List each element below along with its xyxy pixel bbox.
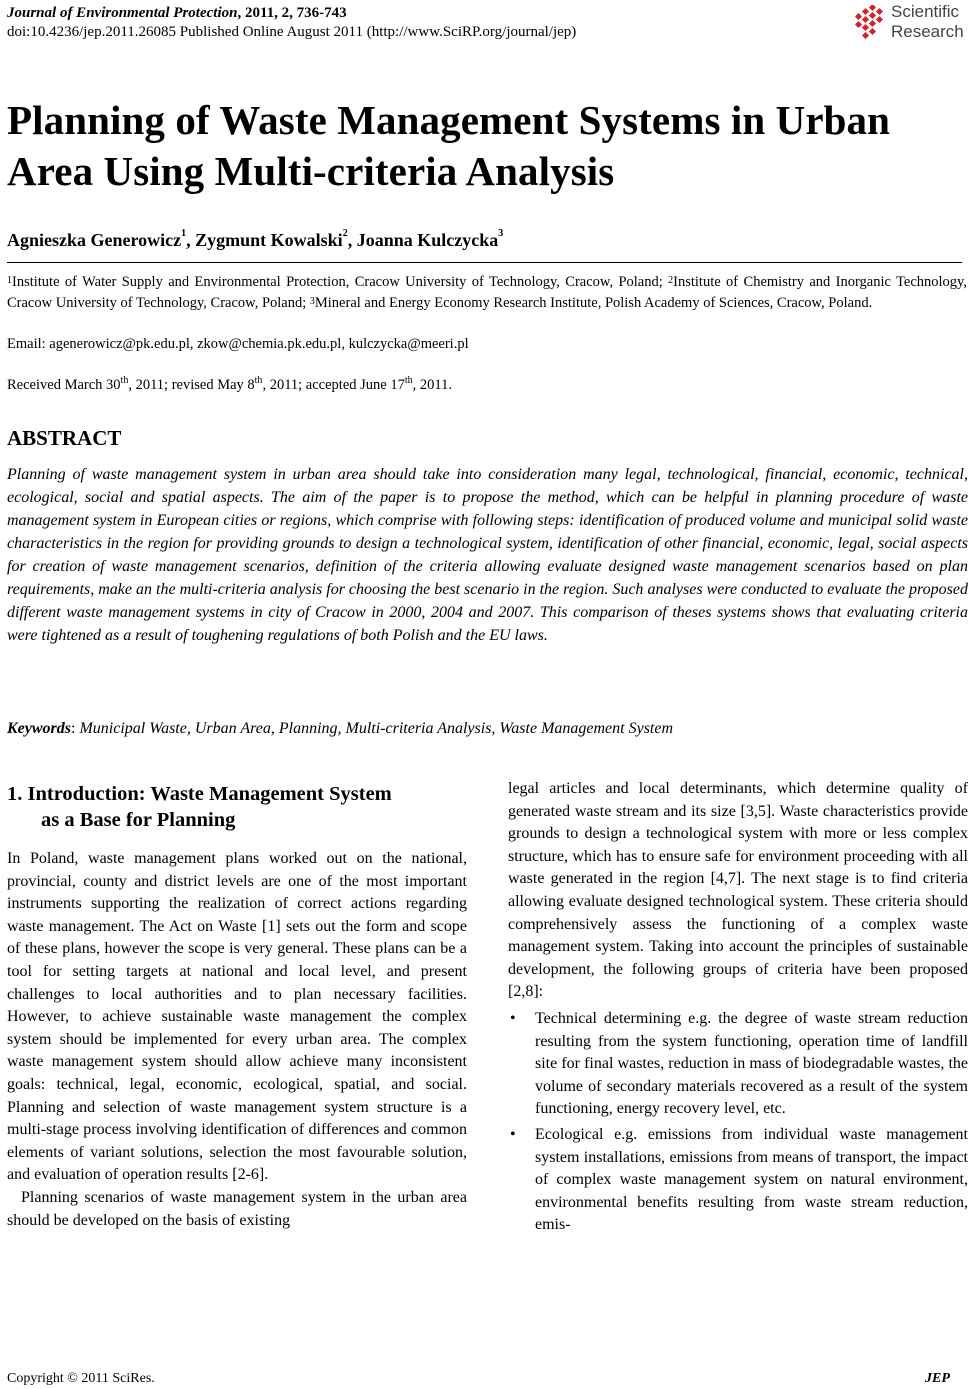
title-line-2: Area Using Multi-criteria Analysis [7,148,615,194]
keywords-line: Keywords: Municipal Waste, Urban Area, Planning, Multi-criteria Analysis, Waste Management System [7,720,674,737]
received-dates [7,377,452,394]
year-text: , 2011. [412,377,452,393]
section-heading [7,781,477,833]
bullet-icon: • [510,1009,516,1027]
title-line-1: Planning of Waste Management Systems in Urban [7,97,891,143]
paragraph: In Poland, waste management plans worked out on the national, provincial, county and district levels are one of the most important instruments supporting the realization of correct actions regarding waste management. The Act on Waste [1] sets out the form and scope of these plans, however the scope is very general. These plans can be a tool for setting targets at national and local level, and present challenges to local authorities and to plan necessary facilities. However, to achieve sustainable waste management the complex system should be implemented for every urban area. The complex waste management system should allow achieve many inconsistent goals: technical, legal, economic, ecological, spatial, and social. Planning and selection of waste management system structure is a multi-stage process involving identification of differences and common elements of variant solutions, selection the most favourable solution, and evaluation of operation results [2-6]. [7,850,467,1184]
keywords-label: Keywords [7,720,71,737]
list-item-text: Technical determining e.g. the degree of waste stream reduction resulting from the system functioning, operation time of landfill site for final wastes, reduction in mass of biodegradable wastes, the volume of secondary materials recovered as a result of the system functioning, energy recovery level, etc. [535,1009,968,1118]
received-text: Received March 30 [7,377,121,393]
affiliation-mark: 2 [668,275,674,286]
list-item-text: Ecological e.g. emissions from individual waste management system installations, emissions from means of transport, the impact of complex waste management system on natural environment, environmental benefits resulting from waste stream reduction, emis- [535,1125,968,1234]
section-heading-line-1: 1. Introduction: Waste Management System [7,783,392,805]
publisher-logo [854,2,969,44]
author-separator: , [186,230,196,250]
author-separator: , [347,230,357,250]
journal-name: Journal of Environmental Protection [7,5,238,21]
journal-header [7,4,347,23]
author-list [7,230,503,251]
accepted-text: , 2011; accepted June 17 [262,377,405,393]
author-affiliation-mark: 3 [498,228,504,239]
logo-text-line1: Scientific [891,2,960,21]
author-affiliation-mark: 2 [342,228,348,239]
logo-text-line2: Research [891,22,964,41]
author-name: Joanna Kulczycka [356,230,499,250]
affiliation-text: Institute of Chemistry and Inorganic Technology, Cracow University of Technology, Cracow, Poland; [7,274,967,311]
journal-details: , 2011, 2, 736-743 [237,5,347,21]
abstract-text: Planning of waste management system in urban area should take into consideration many legal, technological, financial, economic, technical, ecological, social and spatial aspects. The aim of the paper is to propose the method, which can be helpful in planning procedure of waste management system in European cities or regions, which comprise with following steps: identification of produced volume and municipal solid waste characteristics in the region for providing grounds to design a technological system, identification of other financial, economic, legal, social aspects for creation of waste management scenarios, definition of the criteria allowing evaluate designed waste management scenarios based on plan requirements, make an the multi-criteria analysis for choosing the best scenario in the region. Such analyses were conducted to evaluate the proposed different waste management systems in city of Cracow in 2000, 2004 and 2007. This comparison of theses systems shows that evaluating criteria were tightened as a result of toughening regulations of both Polish and the EU laws. [7,466,968,644]
keywords-text: Municipal Waste, Urban Area, Planning, Multi-criteria Analysis, Waste Management System [79,720,674,737]
affiliation-mark: 1 [7,275,12,286]
scientific-research-logo-icon [854,5,888,39]
email-line: Email: agenerowicz@pk.edu.pl, zkow@chemia.pk.edu.pl, kulczycka@meeri.pl [7,336,469,352]
paper-title [7,95,962,197]
abstract-heading: ABSTRACT [7,426,122,450]
criteria-list [508,1008,968,1237]
ordinal-suffix: th [254,375,263,386]
ordinal-suffix: th [120,375,129,386]
title-divider [7,262,962,263]
author-name: Agnieszka Generowicz [7,230,182,250]
author-name: Zygmunt Kowalski [195,230,343,250]
bullet-icon: • [510,1125,516,1143]
author-affiliation-mark: 1 [181,228,187,239]
affiliation-mark: 3 [309,296,315,307]
paragraph: legal articles and local determinants, which determine quality of generated waste stream and its size [3,5]. Waste characteristics provide grounds to design a technological system with more or less complex structure, which has to ensure safe for environment proceeding with all waste generated in the region [4,7]. The next stage is to find criteria allowing evaluate designed technological system. These criteria should comprehensively assess the functioning of a complex waste management system. Taking into account the principles of sustainable development, the following groups of criteria have been proposed [2,8]: [508,780,968,1001]
list-item [508,1008,968,1121]
affiliation-text: Mineral and Energy Economy Research Institute, Polish Academy of Sciences, Cracow, Poland. [314,295,873,311]
footer-copyright: Copyright © 2011 SciRes. [7,1371,155,1386]
paragraph: Planning scenarios of waste management system in the urban area should be developed on the basis of existing [7,1188,467,1229]
doi-line: doi:10.4236/jep.2011.26085 Published Online August 2011 (http://www.SciRP.org/journal/jep) [7,24,577,40]
footer-journal-abbrev: JEP [925,1371,950,1386]
right-column [508,778,968,1240]
revised-text: , 2011; revised May 8 [128,377,255,393]
affiliation-text: Institute of Water Supply and Environmental Protection, Cracow University of Technology, Cracow, Poland; [12,274,669,290]
ordinal-suffix: th [404,375,413,386]
list-item [508,1124,968,1237]
left-column [7,848,467,1232]
section-heading-line-2: as a Base for Planning [41,809,236,831]
affiliations [7,272,967,314]
